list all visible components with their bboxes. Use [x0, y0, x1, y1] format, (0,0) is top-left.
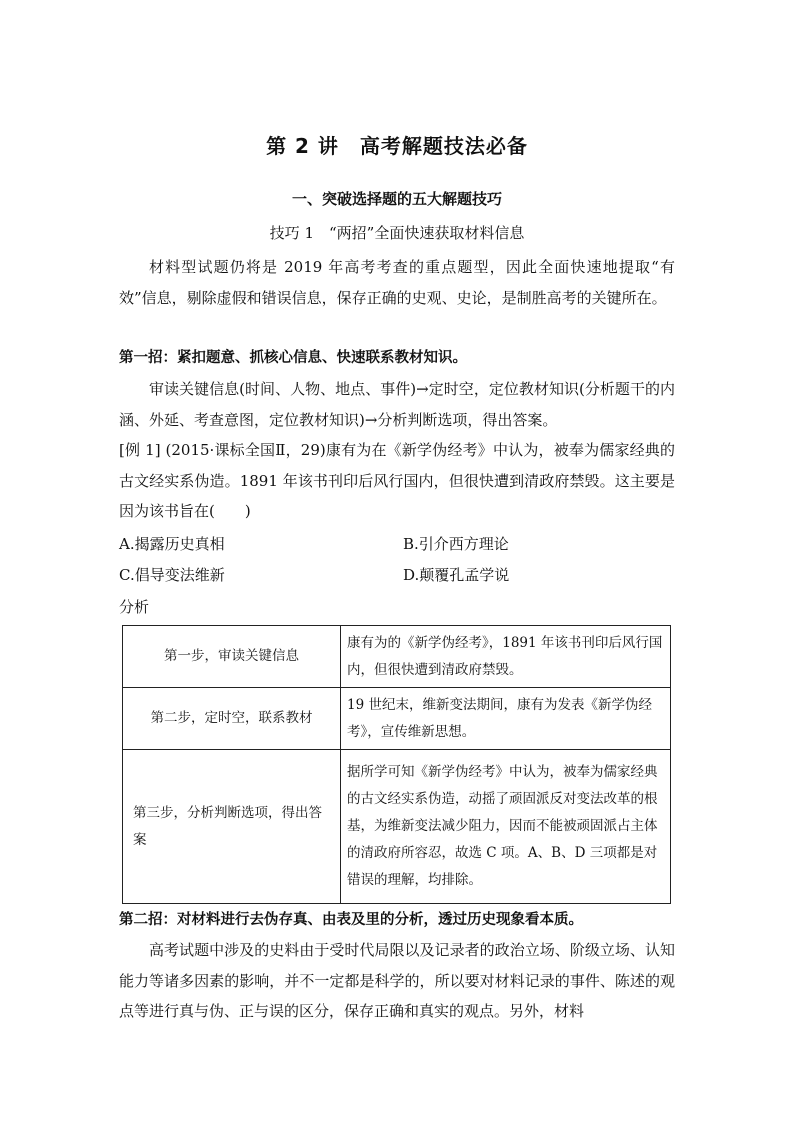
step-content: 据所学可知《新学伪经考》中认为，被奉为儒家经典的古文经实系伪造，动摇了顽固派反对变法改革的根基，为维新变法减少阻力，因而不能被顽固派占主体的清政府所容忍，故选 C 项。A、B、D 三项都是对错误的理解，均排除。 [341, 750, 671, 904]
move2-body: 高考试题中涉及的史料由于受时代局限以及记录者的政治立场、阶级立场、认知能力等诸多因素的影响，并不一定都是科学的，所以要对材料记录的事件、陈述的观点等进行真与伪、正与误的区分，保存正确和真实的观点。另外，材料 [119, 941, 675, 1020]
analysis-table [122, 625, 671, 904]
option-a: A.揭露历史真相 [119, 535, 225, 553]
step-content: 19 世纪末，维新变法期间，康有为发表《新学伪经考》，宣传维新思想。 [341, 688, 671, 750]
option-b: B.引介西方理论 [403, 535, 509, 553]
move2-heading: 第二招：对材料进行去伪存真、由表及里的分析，透过历史现象看本质。 [119, 912, 583, 928]
step-content: 康有为的《新学伪经考》，1891 年该书刊印后风行国内，但很快遭到清政府禁毁。 [341, 626, 671, 688]
analysis-label: 分析 [119, 598, 150, 616]
example-stem: [例 1] (2015·课标全国Ⅱ，29)康有为在《新学伪经考》中认为，被奉为儒家经典的古文经实系伪造。1891 年该书刊印后风行国内，但很快遭到清政府禁毁。这主要是因为该书旨在( ) [119, 441, 675, 520]
step-label: 第二步，定时空，联系教材 [123, 688, 341, 750]
step-label: 第一步，审读关键信息 [123, 626, 341, 688]
section-heading: 一、突破选择题的五大解题技巧 [291, 190, 502, 208]
step-label: 第三步，分析判断选项，得出答案 [123, 750, 341, 904]
technique-heading: 技巧 1 “两招”全面快速获取材料信息 [269, 224, 525, 242]
table-row [123, 750, 671, 904]
table-row [123, 626, 671, 688]
move1-heading: 第一招：紧扣题意、抓核心信息、快速联系教材知识。 [119, 350, 467, 366]
table-row [123, 688, 671, 750]
page-title: 第 2 讲 高考解题技法必备 [266, 134, 528, 158]
option-d: D.颠覆孔孟学说 [403, 566, 510, 584]
option-c: C.倡导变法维新 [119, 566, 225, 584]
intro-paragraph: 材料型试题仍将是 2019 年高考考查的重点题型，因此全面快速地提取“有效”信息，剔除虚假和错误信息，保存正确的史观、史论，是制胜高考的关键所在。 [119, 258, 675, 307]
move1-body: 审读关键信息(时间、人物、地点、事件)→定时空，定位教材知识(分析题干的内涵、外延、考查意图，定位教材知识)→分析判断选项，得出答案。 [119, 380, 675, 429]
